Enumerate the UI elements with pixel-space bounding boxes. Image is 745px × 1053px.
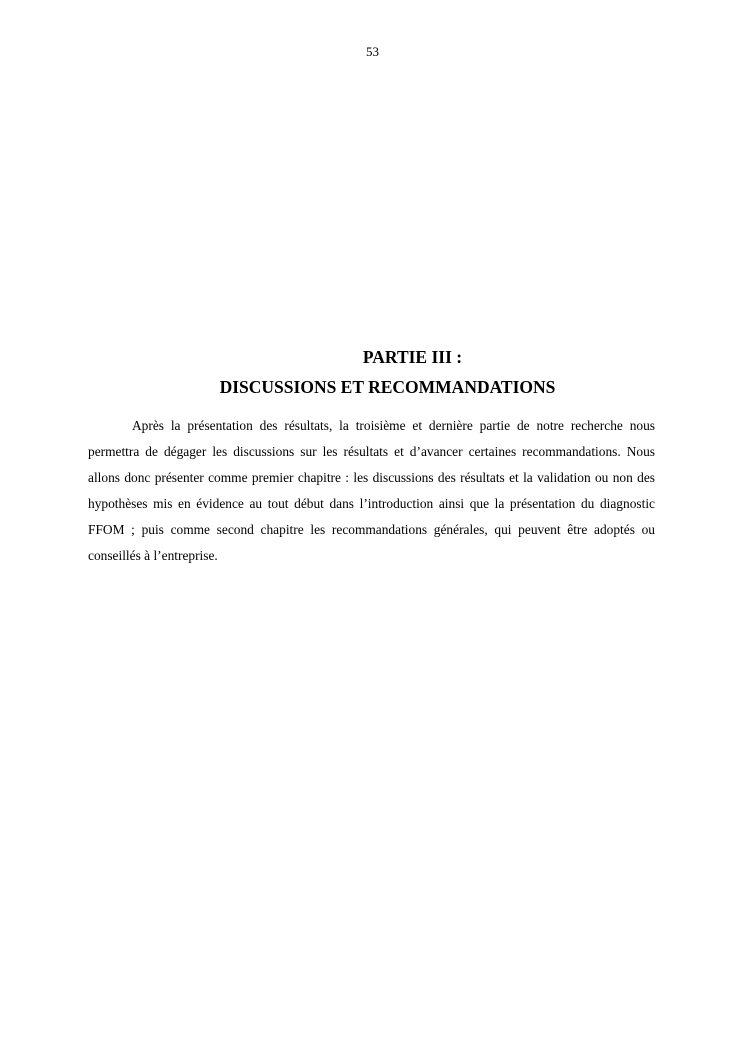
part-title: [0, 346, 745, 398]
intro-paragraph: Après la présentation des résultats, la troisième et dernière partie de notre recherche nous permettra de dégager les discussions sur les résultats et d’avancer certaines recommandations. Nous allons donc présenter comme premier chapitre : les discussions des résultats et la validation ou non des hypothèses mis en évidence au tout début dans l’introduction ainsi que la présentation du diagnostic FFOM ; puis comme second chapitre les recommandations générales, qui peuvent être adoptés ou conseillés à l’entreprise.: [88, 418, 655, 563]
part-heading: PARTIE III :: [362, 347, 463, 367]
part-subheading: DISCUSSIONS ET RECOMMANDATIONS: [219, 377, 556, 397]
page-number: 53: [366, 44, 379, 59]
